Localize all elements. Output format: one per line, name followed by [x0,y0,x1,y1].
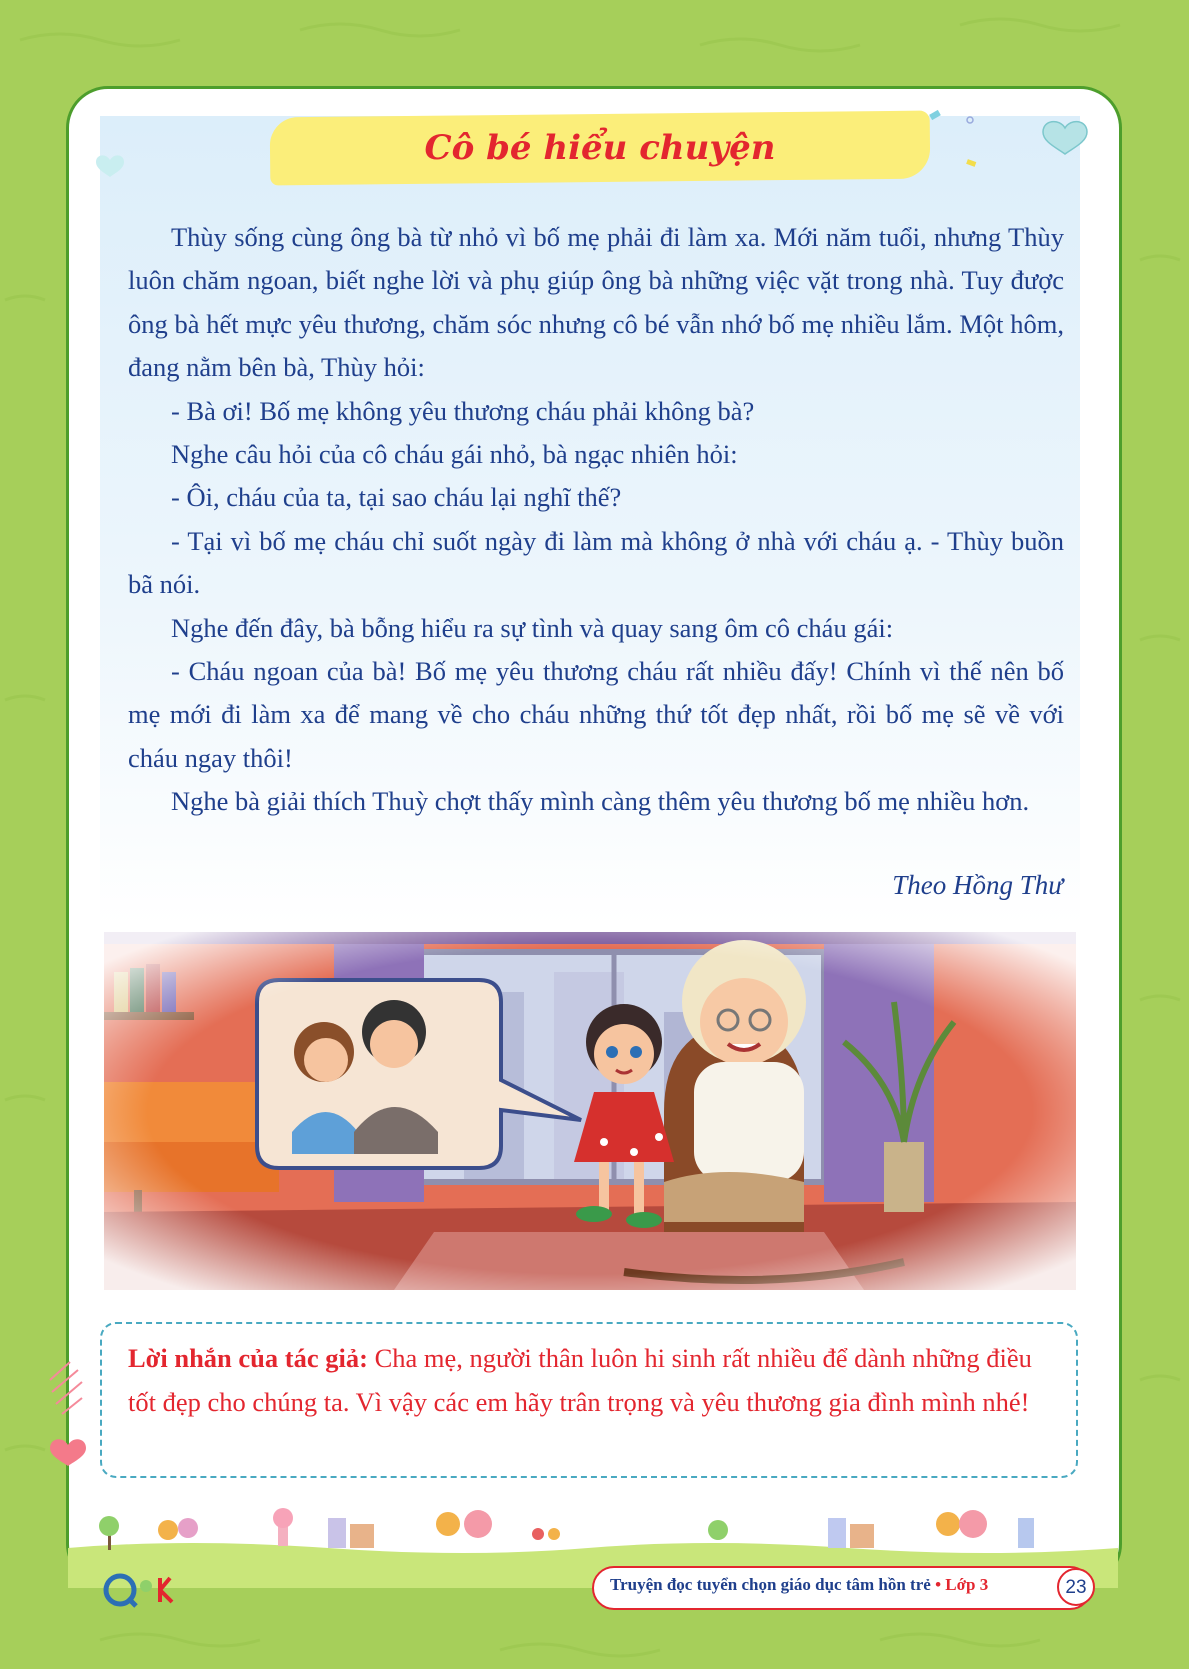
story-paragraph: - Bà ơi! Bố mẹ không yêu thương cháu phải không bà? [171,395,755,426]
story-paragraph: Nghe bà giải thích Thuỳ chợt thấy mình càng thêm yêu thương bố mẹ nhiều hơn. [171,786,1030,817]
footer-series [610,1575,988,1595]
story-paragraph: - Ôi, cháu của ta, tại sao cháu lại nghĩ thế? [171,482,622,513]
story-text [128,216,1064,824]
heart-icon [96,155,124,177]
story-author: Theo Hồng Thư [892,870,1063,900]
publisher-logo [102,1562,192,1612]
story-paragraph: Nghe câu hỏi của cô cháu gái nhỏ, bà ngạc nhiên hỏi: [171,439,738,470]
story-illustration [104,932,1076,1290]
story-paragraph: - Cháu ngoan của bà! Bố mẹ yêu thương cháu rất nhiều đấy! Chính vì thế nên bố mẹ mới đi làm xa để mang về cho cháu những thứ tốt đẹp nhất, rồi bố mẹ sẽ về với cháu ngay thôi! [128,656,1064,773]
footer-bullet: • [935,1575,942,1594]
story-paragraph: Thùy sống cùng ông bà từ nhỏ vì bố mẹ phải đi làm xa. Mới năm tuổi, nhưng Thùy luôn chăm ngoan, biết nghe lời và phụ giúp ông bà những việc vặt trong nhà. Tuy được ông bà hết mực yêu thương, chăm sóc nhưng cô bé vẫn nhớ bố mẹ nhiều lắm. Một hôm, đang nằm bên bà, Thùy hỏi: [128,222,1064,383]
page-number: 23 [1057,1568,1095,1606]
author-note-text: Cha mẹ, người thân luôn hi sinh rất nhiều để dành những điều tốt đẹp cho chúng ta. Vì vậy các em hãy trân trọng và yêu thương gia đình mình nhé! [128,1343,1032,1417]
story-paragraph: - Tại vì bố mẹ cháu chỉ suốt ngày đi làm mà không ở nhà với cháu ạ. - Thùy buồn bã nói. [128,525,1064,600]
heart-icon [50,1439,86,1466]
heart-icon [1043,122,1087,154]
author-note-label: Lời nhắn của tác giả: [128,1343,368,1373]
author-note [128,1336,1058,1424]
story-paragraph: Nghe đến đây, bà bỗng hiểu ra sự tình và quay sang ôm cô cháu gái: [171,612,894,643]
page-title: Cô bé hiểu chuyện [424,128,776,168]
footer-series-title: Truyện đọc tuyển chọn giáo dục tâm hồn trẻ [610,1575,931,1594]
footer-grade: Lớp 3 [945,1575,989,1594]
